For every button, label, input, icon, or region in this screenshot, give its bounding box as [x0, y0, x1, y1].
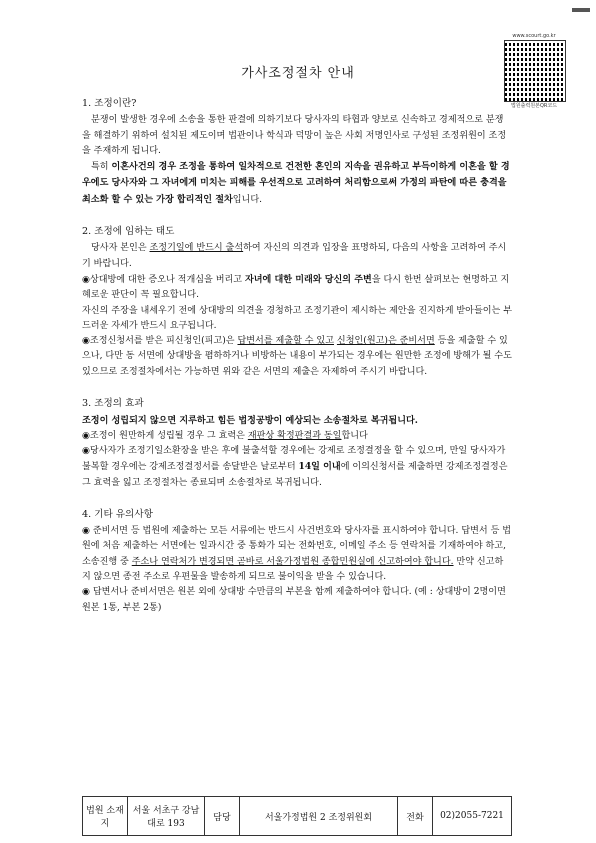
text: 당사자 본인은 — [91, 243, 150, 254]
text: ◉당사자가 조정기일소환장을 받은 후에 불출석할 경우에는 강제로 조정결정을 할 수 있으며, 만일 당사자가 불복할 경우에는 강제조정결정서를 송달받은 날로부터 — [82, 445, 506, 473]
qr-label: 법원출력원본QR코드 — [510, 103, 558, 109]
text: 합니다 — [341, 430, 368, 441]
underlined-text: 답변서를 제출할 수 있고 — [237, 336, 335, 347]
section-heading: 4. 기타 유의사항 — [82, 508, 153, 520]
paragraph — [82, 429, 512, 444]
text: ◉ 준비서면 등 법원에 제출하는 모든 서류에는 반드시 사건번호와 당사자를 표시하여야 합니다. 답변서 등 법원에 처음 제출하는 서면에는 일과시간 중 통화가 되는 전화번호, 이메일 주소 등 연락처를 기재하여야 하고, 소송진행 중 — [82, 526, 512, 567]
phone-label: 전화 — [398, 797, 433, 836]
document-title: 가사조정절차 안내 — [241, 66, 355, 81]
text: 등을 제출할 수 있으나, 다만 동 서면에 상대방을 폄하하거나 비방하는 내용이 부가되는 경우에는 원만한 조정에 방해가 될 수도 있으므로 조정절차에서는 가능하면 위와 같은 서면의 제출은 자제하여 주시기 바랍니다. — [82, 336, 512, 377]
paragraph: 조정이 성립되지 않으면 지루하고 힘든 법정공방이 예상되는 소송절차로 복귀됩니다. — [82, 415, 418, 427]
paragraph: ◉ 답변서나 준비서면은 원본 외에 상대방 수만큼의 부본을 함께 제출하여야 합니다. (예 : 상대방이 2명이면 원본 1통, 부본 2통) — [82, 587, 506, 613]
qr-url: www.scourt.go.kr — [512, 33, 556, 39]
underlined-text: 조정기일에 반드시 출석 — [149, 243, 244, 254]
text: 입니다. — [232, 194, 263, 205]
underlined-text: 신청인(원고)은 준비서면 — [336, 336, 435, 347]
contact-table — [82, 796, 512, 836]
paragraph — [82, 272, 512, 304]
dept-name: 서울가정법원 2 조정위원회 — [240, 797, 398, 836]
text: 하여 자신의 의견과 입장을 표명하되, 다음의 사항을 고려하여 주시기 바랍니다. — [82, 243, 507, 269]
paragraph: 자신의 주장을 내세우기 전에 상대방의 의견을 경청하고 조정기관이 제시하는 제안을 진지하게 받아들이는 부드러운 자세가 반드시 요구됩니다. — [82, 305, 512, 331]
bold-text: 이혼사건의 경우 조정을 통하여 일차적으로 건전한 혼인의 지속을 권유하고 부득이하게 이혼을 할 경우에도 당사자와 그 자녀에게 미치는 피해를 우선적으로 고려하여 처리함으로써 가정의 파탄에 따른 충격을 최소화 할 수 있는 가장 합리적인 절차 — [82, 161, 510, 205]
bold-text: 자녀에 대한 미래와 당신의 주변 — [244, 273, 372, 285]
text: 에 이의신청서를 제출하면 강제조정결정은 그 효력을 잃고 조정절차는 종료되며 소송절차로 복귀됩니다. — [82, 462, 508, 488]
section-heading: 2. 조정에 임하는 태도 — [82, 226, 175, 238]
dept-label: 담당 — [205, 797, 240, 836]
page-tab-marker — [572, 8, 590, 12]
phone-number: 02)2055-7221 — [433, 797, 512, 836]
paragraph — [82, 334, 512, 380]
section-heading: 3. 조정의 효과 — [82, 398, 144, 410]
section-heading: 1. 조정이란? — [82, 98, 137, 109]
text: ◉조정신청서를 받은 피신청인(피고)은 — [82, 336, 238, 347]
text: 만약 신고하지 않으면 종전 주소로 우편물을 발송하게 되므로 불이익을 받을 수 있습니다. — [82, 556, 504, 583]
text: 특히 — [91, 162, 112, 173]
underlined-text: 재판상 확정판결과 동일 — [247, 430, 342, 441]
paragraph — [82, 241, 512, 272]
paragraph — [82, 524, 512, 585]
bold-text: 14일 이내 — [298, 461, 341, 473]
court-location-label: 법원 소재지 — [83, 797, 128, 836]
text: ◉상대방에 대한 증오나 적개심을 버리고 — [82, 274, 245, 285]
paragraph — [82, 444, 512, 491]
paragraph — [82, 159, 512, 208]
underlined-text: 주소나 연락처가 변경되면 곧바로 서울가정법원 종합민원실에 신고하여야 합니다. — [131, 556, 454, 567]
document-body — [82, 96, 512, 616]
text: ◉조정이 원만하게 성립될 경우 그 효력은 — [82, 430, 248, 441]
paragraph: 분쟁이 발생한 경우에 소송을 통한 판결에 의하기보다 당사자의 타협과 양보로 신속하고 경제적으로 분쟁을 해결하기 위하여 설치된 제도이며 법관이나 학식과 덕망이 높은 사회 저명인사로 구성된 조정위원이 조정을 주재하게 됩니다. — [82, 115, 507, 156]
court-address: 서울 서초구 강남대로 193 — [128, 797, 205, 836]
text: 을 다시 한번 살펴보는 현명하고 지혜로운 판단이 꼭 필요합니다. — [82, 274, 510, 301]
